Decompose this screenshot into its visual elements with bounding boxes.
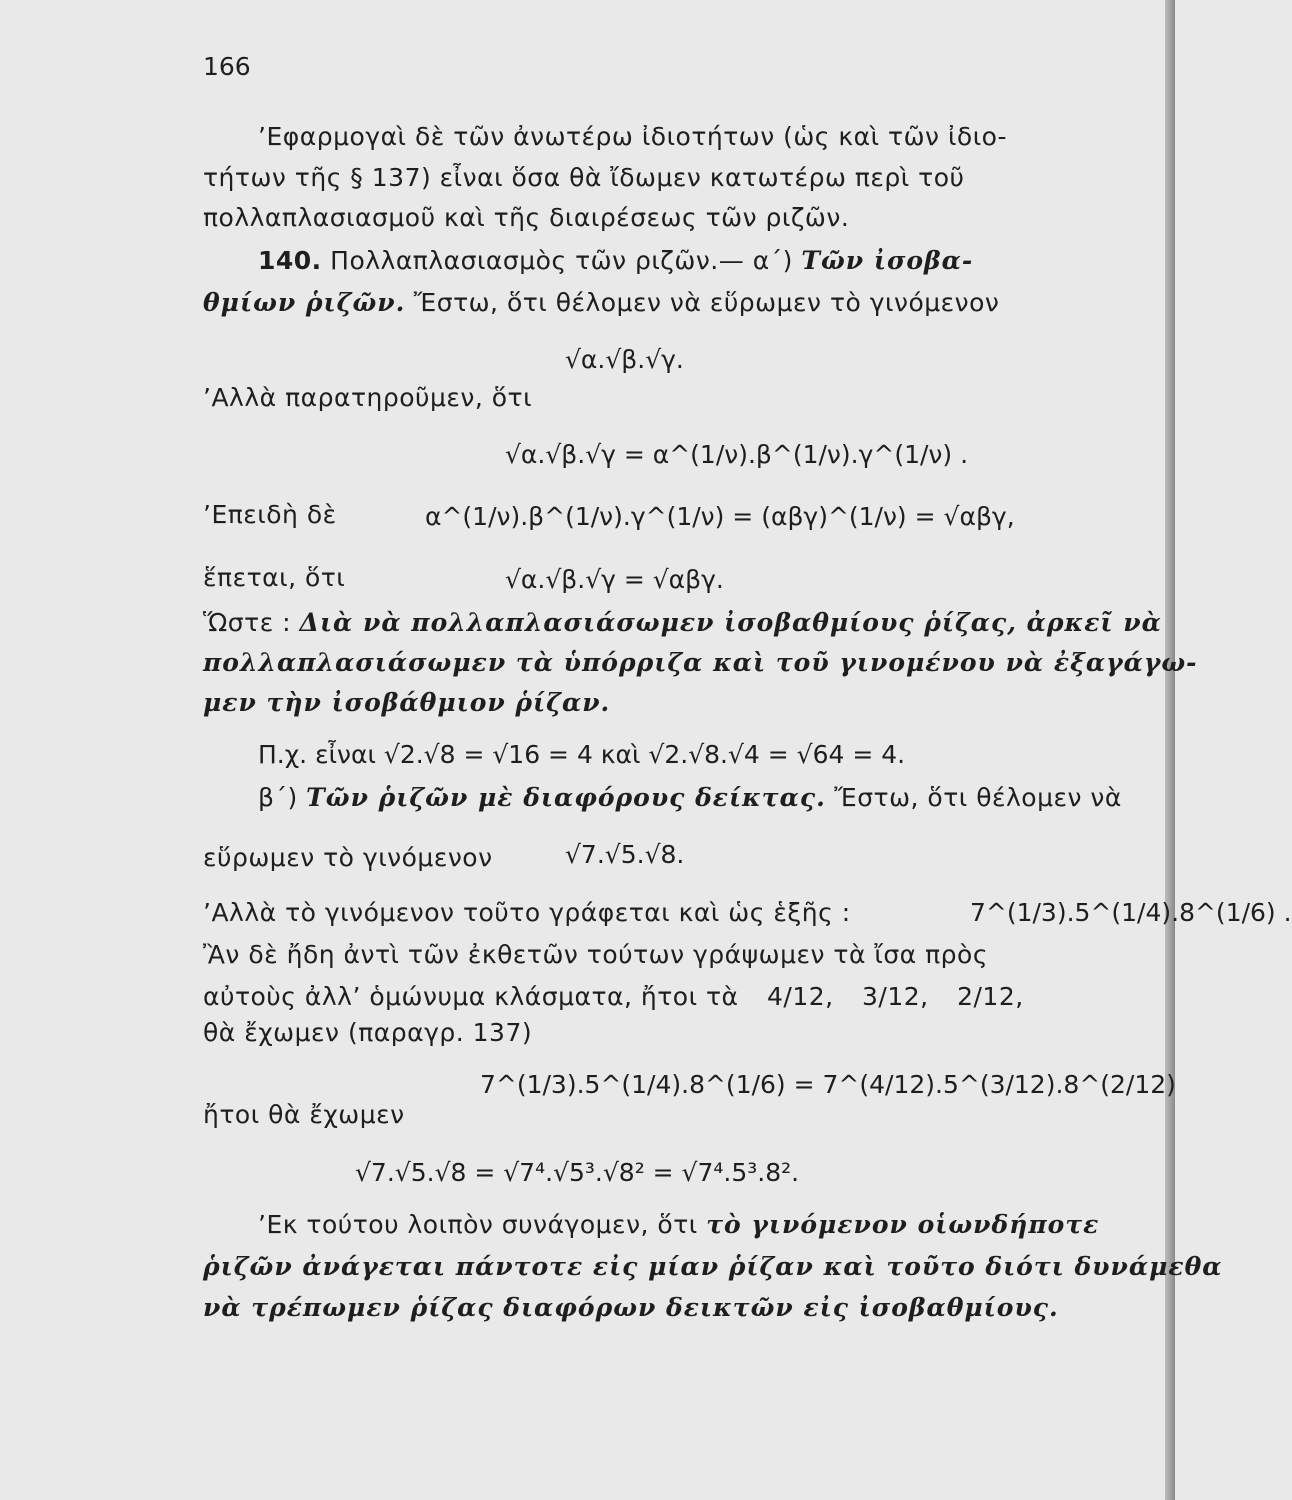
conclusion-line: ῥιζῶν ἀνάγεται πάντοτε εἰς μίαν ῥίζαν καὶ τοῦτο διότι δυνάμεθα xyxy=(203,1252,1223,1281)
equation-common-denominator: 7^(1/3).5^(1/4).8^(1/6) = 7^(4/12).5^(3/12).8^(2/12) xyxy=(480,1070,1176,1099)
subsection-b-text: Ἔστω, ὅτι θέλομεν νὰ xyxy=(834,783,1122,812)
fraction: 2/12 xyxy=(957,982,1016,1011)
section-heading xyxy=(258,246,973,276)
subsection-b-label: β΄) xyxy=(258,783,298,812)
paragraph-line: θὰ ἔχωμεν (παραγρ. 137) xyxy=(203,1018,533,1047)
equation-combine: α^(1/ν).β^(1/ν).γ^(1/ν) = (αβγ)^(1/ν) = √αβγ, xyxy=(425,502,1015,531)
paragraph-line: ’Επειδὴ δὲ xyxy=(203,500,337,529)
page-number: 166 xyxy=(203,52,251,81)
paragraph-line: τήτων τῆς § 137) εἶναι ὅσα θὰ ἴδωμεν κατωτέρω περὶ τοῦ xyxy=(203,163,965,192)
section-text: Ἔστω, ὅτι θέλομεν νὰ εὕρωμεν τὸ γινόμενον xyxy=(413,288,1000,317)
paragraph-line xyxy=(203,288,999,318)
equation-mixed-index: √7.√5.√8. xyxy=(565,840,685,869)
equation-product: √α.√β.√γ. xyxy=(565,345,684,374)
section-title: Πολλαπλασιασμὸς τῶν ριζῶν.— α΄) xyxy=(330,246,793,275)
conclusion-line: νὰ τρέπωμεν ῥίζας διαφόρων δεικτῶν εἰς ἰσοβαθμίους. xyxy=(203,1293,1059,1322)
fraction: 3/12 xyxy=(862,982,921,1011)
paragraph-line: ἤτοι θὰ ἔχωμεν xyxy=(203,1100,405,1129)
conclusion-text: ’Εκ τούτου λοιπὸν συνάγομεν, ὅτι xyxy=(258,1210,698,1239)
paragraph-line: ’Αλλὰ τὸ γινόμενον τοῦτο γράφεται καὶ ὡς ἑξῆς : xyxy=(203,898,851,927)
rule-line: μεν τὴν ἰσοβάθμιον ῥίζαν. xyxy=(203,688,611,717)
rule-line: πολλαπλασιάσωμεν τὰ ὑπόρριζα καὶ τοῦ γινομένου νὰ ἐξαγάγω- xyxy=(203,648,1198,677)
conclusion-emphasis: τὸ γινόμενον οἱωνδήποτε xyxy=(706,1210,1100,1239)
subsection-b-heading xyxy=(258,783,1122,813)
equation-final: √7.√5.√8 = √7⁴.√5³.√8² = √7⁴.5³.8². xyxy=(355,1158,800,1187)
subsection-b-title: Τῶν ῥιζῶν μὲ διαφόρους δείκτας. xyxy=(306,783,826,812)
subsection-title: Τῶν ἰσοβα- xyxy=(801,246,974,275)
rule-text: Διὰ νὰ πολλαπλασιάσωμεν ἰσοβαθμίους ῥίζας, ἀρκεῖ νὰ xyxy=(299,608,1162,637)
equation-power-form: √α.√β.√γ = α^(1/ν).β^(1/ν).γ^(1/ν) . xyxy=(505,440,969,469)
paragraph-line: Ἂν δὲ ἤδη ἀντὶ τῶν ἐκθετῶν τούτων γράψωμεν τὰ ἴσα πρὸς xyxy=(203,940,988,969)
section-number: 140. xyxy=(258,246,322,275)
fraction: 4/12 xyxy=(766,982,826,1011)
rule-line xyxy=(203,608,1162,638)
example-line: Π.χ. εἶναι √2.√8 = √16 = 4 καὶ √2.√8.√4 = √64 = 4. xyxy=(258,740,906,769)
paragraph-line: ’Εφαρμογαὶ δὲ τῶν ἀνωτέρω ἰδιοτήτων (ὡς καὶ τῶν ἰδιο- xyxy=(258,122,1007,151)
equation-result: √α.√β.√γ = √αβγ. xyxy=(505,565,724,594)
paragraph-line: ἕπεται, ὅτι xyxy=(203,563,346,592)
conclusion-line xyxy=(258,1210,1099,1240)
rule-label: Ὥστε : xyxy=(203,608,292,637)
equation-exponent-form: 7^(1/3).5^(1/4).8^(1/6) . xyxy=(970,898,1292,927)
subsection-title-cont: θμίων ῥιζῶν. xyxy=(203,288,406,317)
paragraph-line: ’Αλλὰ παρατηροῦμεν, ὅτι xyxy=(203,383,533,412)
paragraph-line: πολλαπλασιασμοῦ καὶ τῆς διαιρέσεως τῶν ριζῶν. xyxy=(203,203,850,232)
paragraph-text: αὐτοὺς ἀλλ’ ὁμώνυμα κλάσματα, ἤτοι τὰ xyxy=(203,982,739,1011)
paragraph-line: εὕρωμεν τὸ γινόμενον xyxy=(203,843,493,872)
paragraph-line: αὐτοὺς ἀλλ’ ὁμώνυμα κλάσματα, ἤτοι τὰ 4/12, 3/12, 2/12, xyxy=(203,982,1024,1011)
